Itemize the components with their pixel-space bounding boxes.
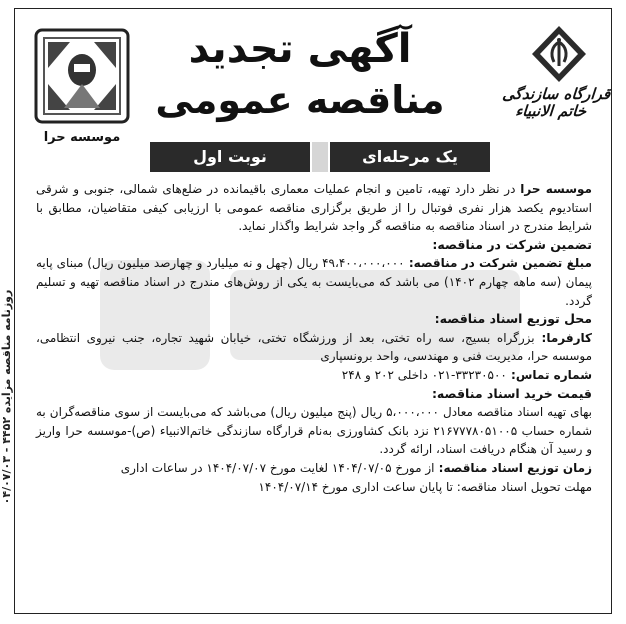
- organization-caption: موسسه حرا: [43, 130, 121, 145]
- distribution-heading: محل توزیع اسناد مناقصه:: [434, 311, 592, 327]
- round-badge: نوبت اول: [150, 142, 310, 172]
- title-line-1: آگهی تجدید: [188, 26, 412, 72]
- time-paragraph: [36, 459, 592, 478]
- hara-logo-icon: [34, 28, 130, 124]
- phone-label: شماره تماس:: [506, 367, 592, 382]
- guarantee-label: مبلغ تضمین شرکت در مناقصه:: [404, 256, 592, 271]
- employer-label: کارفرما:: [534, 330, 592, 345]
- deadline-paragraph: مهلت تحویل اسناد مناقصه: تا پایان ساعت اداری مورخ ۱۴۰۴/۰۷/۱۴: [258, 479, 592, 494]
- notice-body: [36, 180, 592, 496]
- time-label: زمان توزیع اسناد مناقصه:: [434, 460, 592, 475]
- time-text: از مورخ ۱۴۰۴/۰۷/۰۵ لغایت مورخ ۱۴۰۴/۰۷/۰۷ در ساعات اداری: [120, 460, 435, 475]
- employer-text: بزرگراه بسیج، سه راه تختی، بعد از ورزشگاه تختی، خیابان شهید تجاره، جنب نیروی انتظامی، موسسه حرا، مدیریت فنی و مهندسی، واحد برونسپاری: [36, 330, 592, 364]
- intro-text: در نظر دارد تهیه، تامین و انجام عملیات معماری باقیمانده در ضلع‌های شمالی، جنوبی و شرقی استادیوم یکصد هزار نفری فوتبال را از طریق برگزاری مناقصه عمومی با ارزیابی کیفی متقاضیان، مطابق با شرایط مندرج در اسناد مناقصه به مناقصه گر واجد شرایط واگذار نماید.: [36, 182, 592, 234]
- employer-paragraph: [36, 329, 592, 366]
- phone-paragraph: [36, 366, 592, 385]
- emblem-caption: قرارگاه سازندگی خاتم الانبیاء: [500, 85, 615, 120]
- phone-text: ۳۳۲۳۰۵۰۰-۰۲۱ داخلی ۲۰۲ و ۲۴۸: [341, 367, 507, 382]
- price-heading: قیمت خرید اسناد مناقصه:: [431, 385, 592, 401]
- badge-divider: [312, 142, 328, 172]
- guarantee-paragraph: [36, 254, 592, 310]
- title-line-2: مناقصه عمومی: [155, 78, 445, 122]
- price-paragraph: بهای تهیه اسناد مناقصه معادل ۵،۰۰۰،۰۰۰ ریال (پنج میلیون ریال) می‌باشد که می‌بایست از سوی مناقصه‌گران به شماره حساب ۲۱۶۷۷۷۸۰۵۱۰۰۵ نزد بانک کشاورزی به‌نام قرارگاه سازندگی خاتم‌الانبیاء (ص)-موسسه حرا واریز و رسید آن هنگام دریافت اسناد، ارائه گردد.: [36, 405, 592, 457]
- intro-paragraph: [36, 180, 592, 236]
- tender-type-badge: یک مرحله‌ای: [330, 142, 490, 172]
- iran-emblem-icon: [516, 24, 602, 84]
- guarantee-text: ۴۹،۴۰۰،۰۰۰،۰۰۰ ریال (چهل و نه میلیارد و چهارصد میلیون ریال) مبنای پایه پیمان (سه ماهه چهارم ۱۴۰۲) می باشد که می‌بایست به یکی از روش‌های مندرج در اسناد مناقصه تهیه و تسلیم گردد.: [36, 256, 592, 308]
- intro-org: موسسه حرا: [520, 182, 592, 196]
- guarantee-heading: تضمین شرکت در مناقصه:: [432, 236, 592, 252]
- newspaper-side-label: روزنامه مناقصه مزایده ۴۴۵۲ - ۰۴/۰۷/۰۳: [0, 289, 13, 505]
